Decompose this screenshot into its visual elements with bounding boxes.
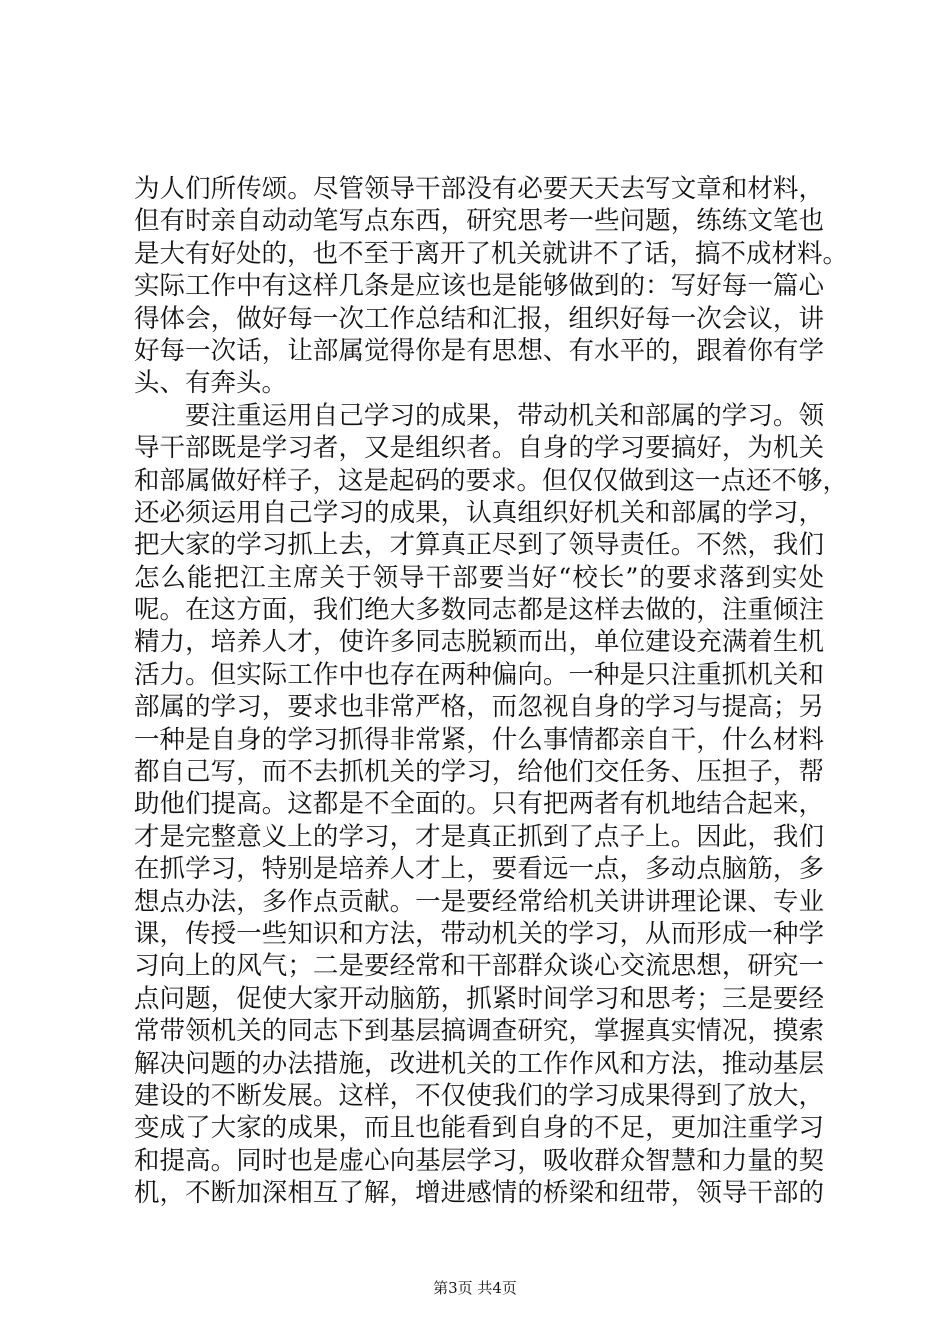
- text-line: 点问题，促使大家开动脑筋，抓紧时间学习和思考；三是要经: [134, 983, 824, 1014]
- body-text: [134, 173, 849, 1210]
- text-line: 为人们所传颂。尽管领导干部没有必要天天去写文章和材料，: [134, 174, 824, 204]
- text-line: 精力，培养人才，使许多同志脱颖而出，单位建设充满着生机: [134, 627, 824, 658]
- text-line: 想点办法，多作点贡献。一是要经常给机关讲讲理论课、专业: [134, 886, 824, 917]
- text-line: 实际工作中有这样几条是应该也是能够做到的：写好每一篇心: [134, 271, 824, 302]
- text-line: 解决问题的办法措施，改进机关的工作作风和方法，推动基层: [134, 1048, 824, 1079]
- text-line: 课，传授一些知识和方法，带动机关的学习，从而形成一种学: [134, 918, 824, 949]
- text-line: 把大家的学习抓上去，才算真正尽到了领导责任。不然，我们: [134, 530, 824, 561]
- text-line: 才是完整意义上的学习，才是真正抓到了点子上。因此，我们: [134, 821, 824, 852]
- text-line: 得体会，做好每一次工作总结和汇报，组织好每一次会议，讲: [134, 303, 824, 334]
- text-line: 变成了大家的成果，而且也能看到自身的不足，更加注重学习: [134, 1113, 824, 1144]
- text-line: 呢。在这方面，我们绝大多数同志都是这样去做的，注重倾注: [134, 595, 824, 626]
- text-line: 建设的不断发展。这样，不仅使我们的学习成果得到了放大，: [134, 1080, 824, 1111]
- text-line: 在抓学习，特别是培养人才上，要看远一点，多动点脑筋，多: [134, 854, 824, 885]
- text-line: 机，不断加深相互了解，增进感情的桥梁和纽带，领导干部的: [134, 1178, 824, 1209]
- text-line: 导干部既是学习者，又是组织者。自身的学习要搞好，为机关: [134, 433, 824, 464]
- text-line: 部属的学习，要求也非常严格，而忽视自身的学习与提高；另: [134, 692, 824, 723]
- text-line: 一种是自身的学习抓得非常紧，什么事情都亲自干，什么材料: [134, 724, 824, 755]
- text-line: 常带领机关的同志下到基层搞调查研究，掌握真实情况，摸索: [134, 1016, 824, 1047]
- text-line: 好每一次话，让部属觉得你是有思想、有水平的，跟着你有学: [134, 335, 824, 366]
- text-line: 助他们提高。这都是不全面的。只有把两者有机地结合起来，: [134, 789, 824, 820]
- text-line: 都自己写，而不去抓机关的学习，给他们交任务、压担子，帮: [134, 757, 824, 788]
- text-line: 但有时亲自动动笔写点东西，研究思考一些问题，练练文笔也: [134, 206, 824, 237]
- text-line: 还必须运用自己学习的成果，认真组织好机关和部属的学习，: [134, 497, 824, 528]
- page-footer: 第3页 共4页: [433, 1279, 517, 1297]
- text-line: 习向上的风气；二是要经常和干部群众谈心交流思想，研究一: [134, 951, 824, 982]
- text-line: 怎么能把江主席关于领导干部要当好“校长”的要求落到实处: [134, 562, 824, 593]
- text-line: 和提高。同时也是虚心向基层学习，吸收群众智慧和力量的契: [134, 1145, 824, 1176]
- text-line: 和部属做好样子，这是起码的要求。但仅仅做到这一点还不够，: [134, 465, 849, 496]
- text-line: 是大有好处的，也不至于离开了机关就讲不了话，搞不成材料。: [134, 238, 849, 269]
- text-line: 要注重运用自己学习的成果，带动机关和部属的学习。领: [185, 400, 824, 431]
- text-line: 头、有奔头。: [134, 368, 288, 399]
- text-line: 活力。但实际工作中也存在两种偏向。一种是只注重抓机关和: [134, 659, 824, 690]
